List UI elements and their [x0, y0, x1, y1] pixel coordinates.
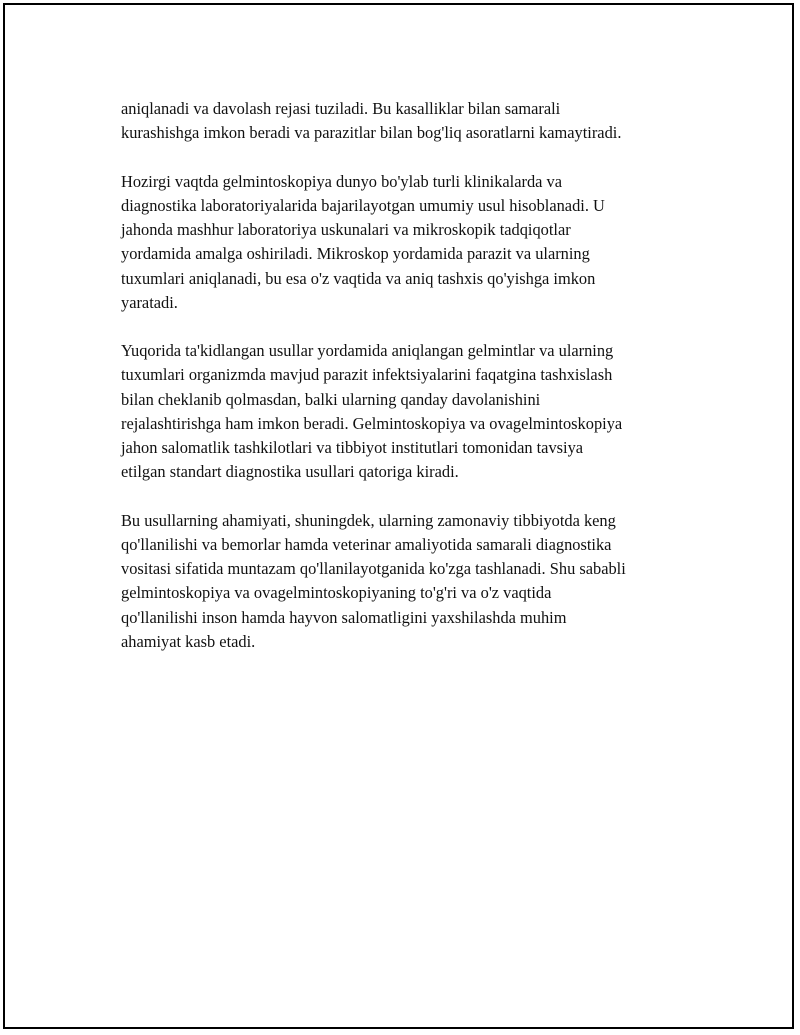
text-line: aniqlanadi va davolash rejasi tuziladi. Bu kasalliklar bilan samarali	[121, 99, 561, 118]
paragraph-3	[121, 339, 701, 484]
text-line: bilan cheklanib qolmasdan, balki ularning qanday davolanishini	[121, 389, 541, 409]
text-line: Yuqorida ta'kidlangan usullar yordamida aniqlangan gelmintlar va ularning	[121, 341, 614, 361]
text-line: diagnostika laboratoriyalarida bajarilayotgan umumiy usul hisoblanadi. U	[121, 195, 605, 215]
text-line: ahamiyat kasb etadi.	[121, 631, 256, 651]
text-line: kurashishga imkon beradi va parazitlar bilan bog'liq asoratlarni kamaytiradi.	[121, 123, 622, 143]
text-line: yaratadi.	[121, 292, 178, 312]
text-line: jahonda mashhur laboratoriya uskunalari va mikroskopik tadqiqotlar	[121, 220, 571, 240]
page-frame	[3, 3, 794, 1029]
text-line: qo'llanilishi va bemorlar hamda veterinar amaliyotida samarali diagnostika	[121, 534, 612, 554]
document-body	[121, 97, 701, 678]
text-line: yordamida amalga oshiriladi. Mikroskop yordamida parazit va ularning	[121, 244, 590, 264]
paragraph-1	[121, 97, 701, 145]
text-line: gelmintoskopiya va ovagelmintoskopiyaning to'g'ri va o'z vaqtida	[121, 583, 552, 603]
text-line: tuxumlari aniqlanadi, bu esa o'z vaqtida va aniq tashxis qo'yishga imkon	[121, 268, 596, 288]
text-line: Bu usullarning ahamiyati, shuningdek, ularning zamonaviy tibbiyotda keng	[121, 510, 616, 530]
text-line: etilgan standart diagnostika usullari qatoriga kiradi.	[121, 462, 459, 482]
text-line: tuxumlari organizmda mavjud parazit infektsiyalarini faqatgina tashxislash	[121, 365, 613, 385]
paragraph-4	[121, 509, 701, 654]
text-line: vositasi sifatida muntazam qo'llanilayotganida ko'zga tashlanadi. Shu sababli	[121, 559, 626, 579]
text-line: Hozirgi vaqtda gelmintoskopiya dunyo bo'ylab turli klinikalarda va	[121, 171, 563, 191]
text-line: qo'llanilishi inson hamda hayvon salomatligini yaxshilashda muhim	[121, 607, 567, 627]
paragraph-2	[121, 170, 701, 315]
text-line: rejalashtirishga ham imkon beradi. Gelmintoskopiya va ovagelmintoskopiya	[121, 413, 623, 433]
text-line: jahon salomatlik tashkilotlari va tibbiyot institutlari tomonidan tavsiya	[121, 438, 584, 458]
